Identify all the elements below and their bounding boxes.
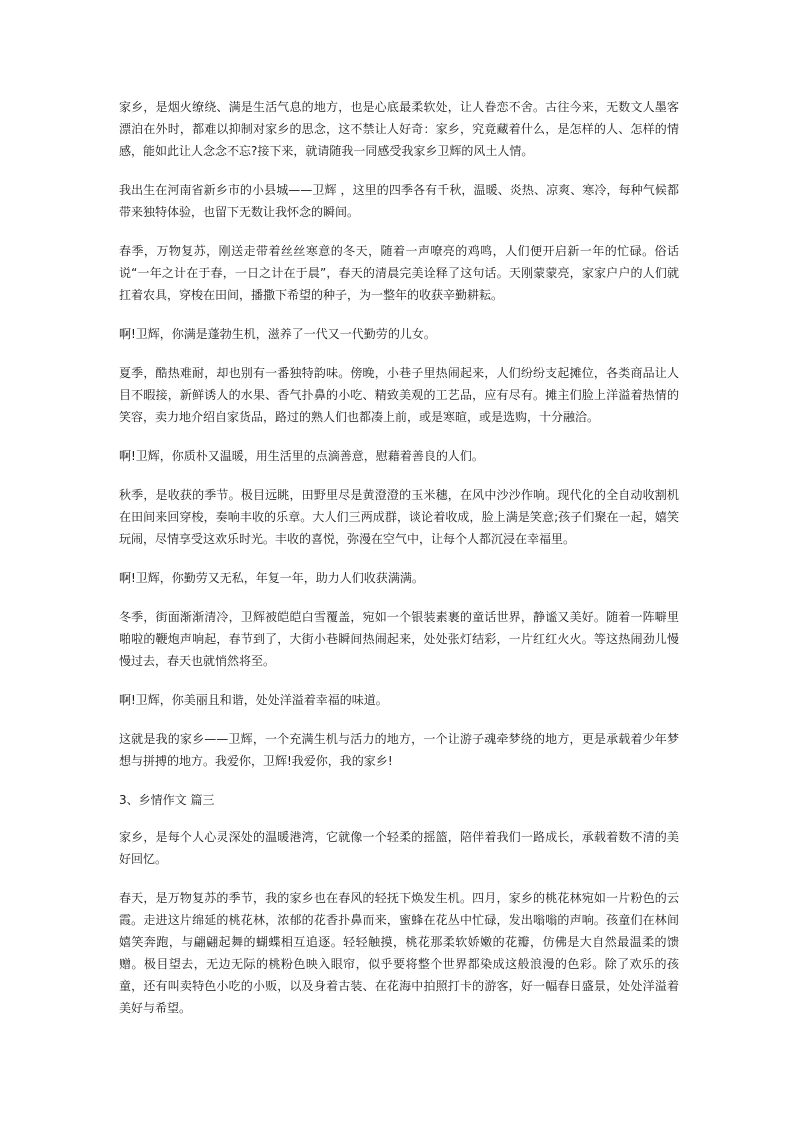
paragraph-essay3-spring: 春天，是万物复苏的季节，我的家乡也在春风的轻抚下焕发生机。四月，家乡的桃花林宛如一片粉色的云霞。走进这片绵延的桃花林，浓郁的花香扑鼻而来，蜜蜂在花丛中忙碌，发出嗡嗡的声响。孩童们在林间嬉笑奔跑，与翩翩起舞的蝴蝶相互追逐。轻轻触摸，桃花那柔软娇嫩的花瓣，仿佛是大自然最温柔的馈赠。极目望去，无边无际的桃粉色映入眼帘，似乎要将整个世界都染成这般浪漫的色彩。除了欢乐的孩童，还有叫卖特色小吃的小贩，以及身着古装、在花海中拍照打卡的游客，好一幅春日盛景，处处洋溢着美好与希望。 [119,891,679,1015]
paragraph-summer: 夏季，酷热难耐，却也别有一番独特韵味。傍晚，小巷子里热闹起来，人们纷纷支起摊位，各类商品让人目不暇接，新鲜诱人的水果、香气扑鼻的小吃、精致美观的工艺品，应有尽有。摊主们脸上洋溢着热情的笑容，卖力地介绍自家货品，路过的熟人们也都凑上前，或是寒暄，或是选购，十分融洽。 [119,366,679,424]
paragraph-autumn: 秋季，是收获的季节。极目远眺，田野里尽是黄澄澄的玉米穗，在风中沙沙作响。现代化的全自动收割机在田间来回穿梭，奏响丰收的乐章。大人们三两成群，谈论着收成，脸上满是笑意;孩子们聚在一起，嬉笑玩闹，尽情享受这欢乐时光。丰收的喜悦，弥漫在空气中，让每个人都沉浸在幸福里。 [119,488,679,546]
document-body [119,96,679,1036]
paragraph-exclaim-winter: 啊!卫辉，你美丽且和谐，处处洋溢着幸福的味道。 [119,693,388,707]
paragraph-conclusion: 这就是我的家乡——卫辉，一个充满生机与活力的地方，一个让游子魂牵梦绕的地方，更是承载着少年梦想与拼搏的地方。我爱你，卫辉!我爱你，我的家乡! [119,732,679,768]
paragraph-essay3-intro: 家乡，是每个人心灵深处的温暖港湾，它就像一个轻柔的摇篮，陪伴着我们一路成长，承载着数不清的美好回忆。 [119,830,679,866]
paragraph-exclaim-spring: 啊!卫辉，你满是蓬勃生机，滋养了一代又一代勤劳的儿女。 [119,327,436,341]
paragraph-intro: 家乡，是烟火缭绕、满是生活气息的地方，也是心底最柔软处，让人眷恋不舍。古往今来，无数文人墨客漂泊在外时，都难以抑制对家乡的思念，这不禁让人好奇：家乡，究竟藏着什么，是怎样的人、怎样的情感，能如此让人念念不忘?接下来，就请随我一同感受我家乡卫辉的风土人情。 [119,100,679,158]
paragraph-birthplace: 我出生在河南省新乡市的小县城——卫辉 ，这里的四季各有千秋，温暖、炎热、凉爽、寒冷，每种气候都带来独特体验，也留下无数让我怀念的瞬间。 [119,183,679,219]
paragraph-exclaim-autumn: 啊!卫辉，你勤劳又无私，年复一年，助力人们收获满满。 [119,571,424,585]
paragraph-winter: 冬季，街面渐渐清冷，卫辉被皑皑白雪覆盖，宛如一个银装素裹的童话世界，静谧又美好。随着一阵噼里啪啦的鞭炮声响起，春节到了，大街小巷瞬间热闹起来，处处张灯结彩，一片红红火火。等这热闹劲儿慢慢过去，春天也就悄然将至。 [119,610,679,668]
paragraph-spring: 春季，万物复苏，刚送走带着丝丝寒意的冬天，随着一声嘹亮的鸡鸣，人们便开启新一年的忙碌。俗话说“一年之计在于春，一日之计在于晨”，春天的清晨完美诠释了这句话。天刚蒙蒙亮，家家户户的人们就扛着农具，穿梭在田间，播撒下希望的种子，为一整年的收获辛勤耕耘。 [119,244,679,302]
section-heading: 3、乡情作文 篇三 [119,793,215,807]
paragraph-exclaim-summer: 啊!卫辉，你质朴又温暖，用生活里的点滴善意，慰藉着善良的人们。 [119,449,484,463]
